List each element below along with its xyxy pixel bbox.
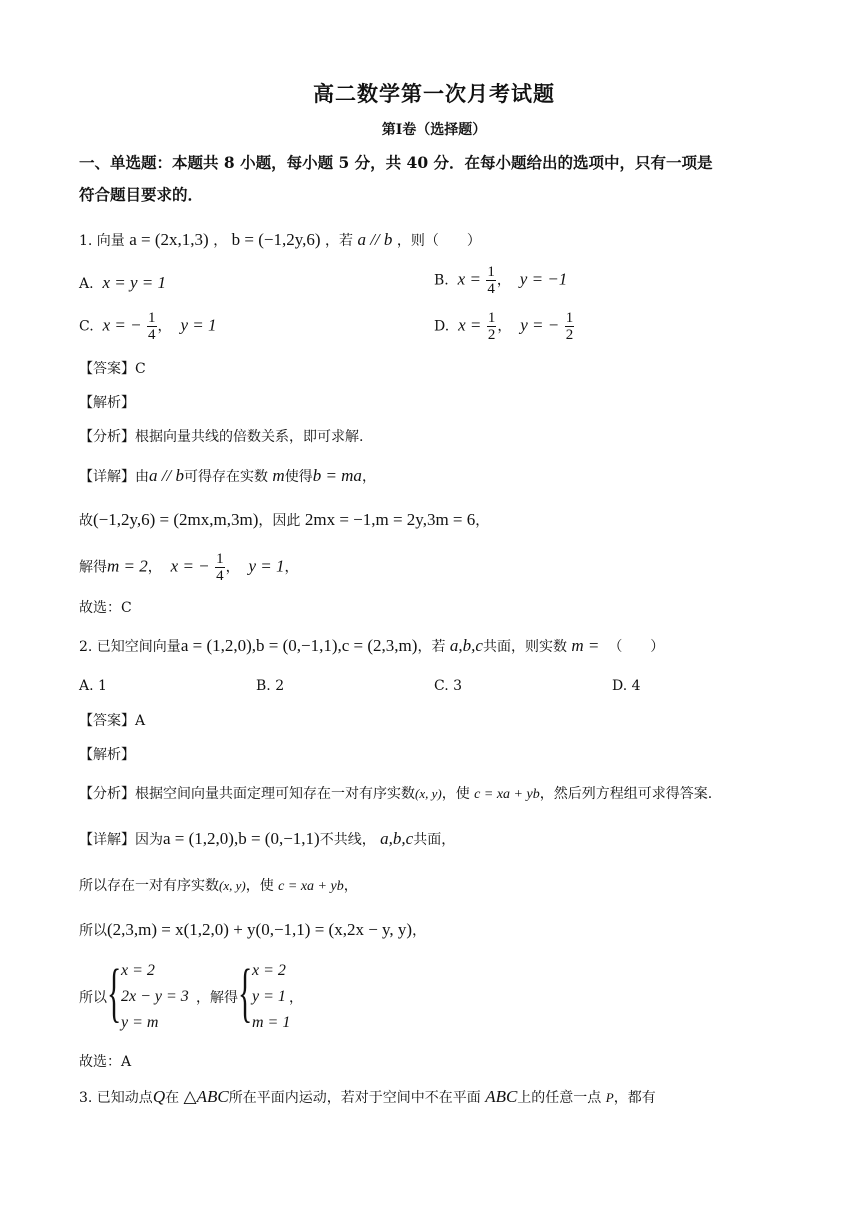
q2-system-1: { x = 2 2x − y = 3 y = m [107, 956, 189, 1031]
q1-option-d[interactable]: D. x = $\frac{1}{2}$ ， y = − $\frac{1}{2}$ [434, 310, 574, 343]
q2-analysis-label: 【解析】 [79, 747, 135, 763]
section-heading-line2: 符合题目要求的． [79, 185, 204, 204]
q2-option-a[interactable]: A. 1 [79, 678, 107, 694]
q2-system-prefix: 所以 [79, 990, 107, 1006]
q2-so-line: 所以(2,3,m) = x(1,2,0) + y(0,−1,1) = (x,2x − y, y)， [79, 920, 427, 939]
section-heading-line1: 一、单选题：本题共 8 小题，每小题 5 分，共 40 分．在每小题给出的选项中，只有一项是 [79, 153, 713, 172]
q1-choose: 故选：C [79, 600, 132, 616]
q1-number: 1. 向量 [79, 233, 125, 249]
q2-fenxi: 【分析】根据空间向量共面定理可知存在一对有序实数(x, y)，使 c = xa + yb，然后列方程组可求得答案. [79, 786, 713, 802]
q2-option-b[interactable]: B. 2 [256, 678, 285, 694]
q2-detail: 【详解】因为a = (1,2,0),b = (0,−1,1)不共线， a,b,c共面， [79, 829, 456, 848]
q1-gu-line: 故(−1,2y,6) = (2mx,m,3m)，因此 2mx = −1,m = 2y,3m = 6， [79, 510, 490, 529]
q1-fenxi: 【分析】根据向量共线的倍数关系，即可求解. [79, 429, 364, 445]
q2-system-2: { x = 2 y = 1 m = 1 [238, 956, 291, 1031]
q1-condition: a // b [357, 230, 393, 249]
q1-option-a[interactable]: A. x = y = 1 [79, 273, 167, 292]
q1-vector-a: a = (2x,1,3) [129, 230, 209, 249]
q1-vector-b: b = (−1,2y,6) [231, 230, 321, 249]
q2-system-mid: ，解得 [196, 990, 238, 1006]
q1-answer: 【答案】C [79, 361, 146, 377]
q3-stem: 3. 已知动点Q在 △ABC所在平面内运动，若对于空间中不在平面 ABC上的任意一点 P，都有 [79, 1087, 656, 1106]
q1-tail: ，则（ ） [396, 233, 481, 249]
q2-stem: 2. 已知空间向量a = (1,2,0),b = (0,−1,1),c = (2,3,m)，若 a,b,c共面，则实数 m = （ ） [79, 636, 665, 655]
q1-option-c[interactable]: C. x = − $\frac{1}{4}$ ， y = 1 [79, 310, 217, 343]
q2-answer: 【答案】A [79, 713, 146, 729]
q2-option-c[interactable]: C. 3 [434, 678, 463, 694]
q1-detail: 【详解】由a // b可得存在实数 m使得b = ma， [79, 466, 376, 485]
q1-solve-line: 解得m = 2， x = − $\frac{1}{4}$ ， y = 1， [79, 551, 299, 584]
q1-option-b[interactable]: B. x = $\frac{1}{4}$ ， y = −1 [434, 264, 568, 297]
q1-analysis-label: 【解析】 [79, 395, 135, 411]
q2-system-end: ， [289, 990, 303, 1006]
page-title: 高二数学第一次月考试题 [313, 81, 555, 106]
q2-option-d[interactable]: D. 4 [612, 678, 641, 694]
q1-cond-prefix: ，若 [325, 233, 353, 249]
volume-subtitle: 第Ⅰ卷（选择题） [381, 122, 487, 138]
q2-choose: 故选：A [79, 1054, 132, 1070]
q1-stem: 1. 向量 a = (2x,1,3) ， b = (−1,2y,6) ，若 a // b ，则（ ） [79, 230, 481, 249]
q2-exist-line: 所以存在一对有序实数(x, y)，使 c = xa + yb， [79, 878, 358, 894]
